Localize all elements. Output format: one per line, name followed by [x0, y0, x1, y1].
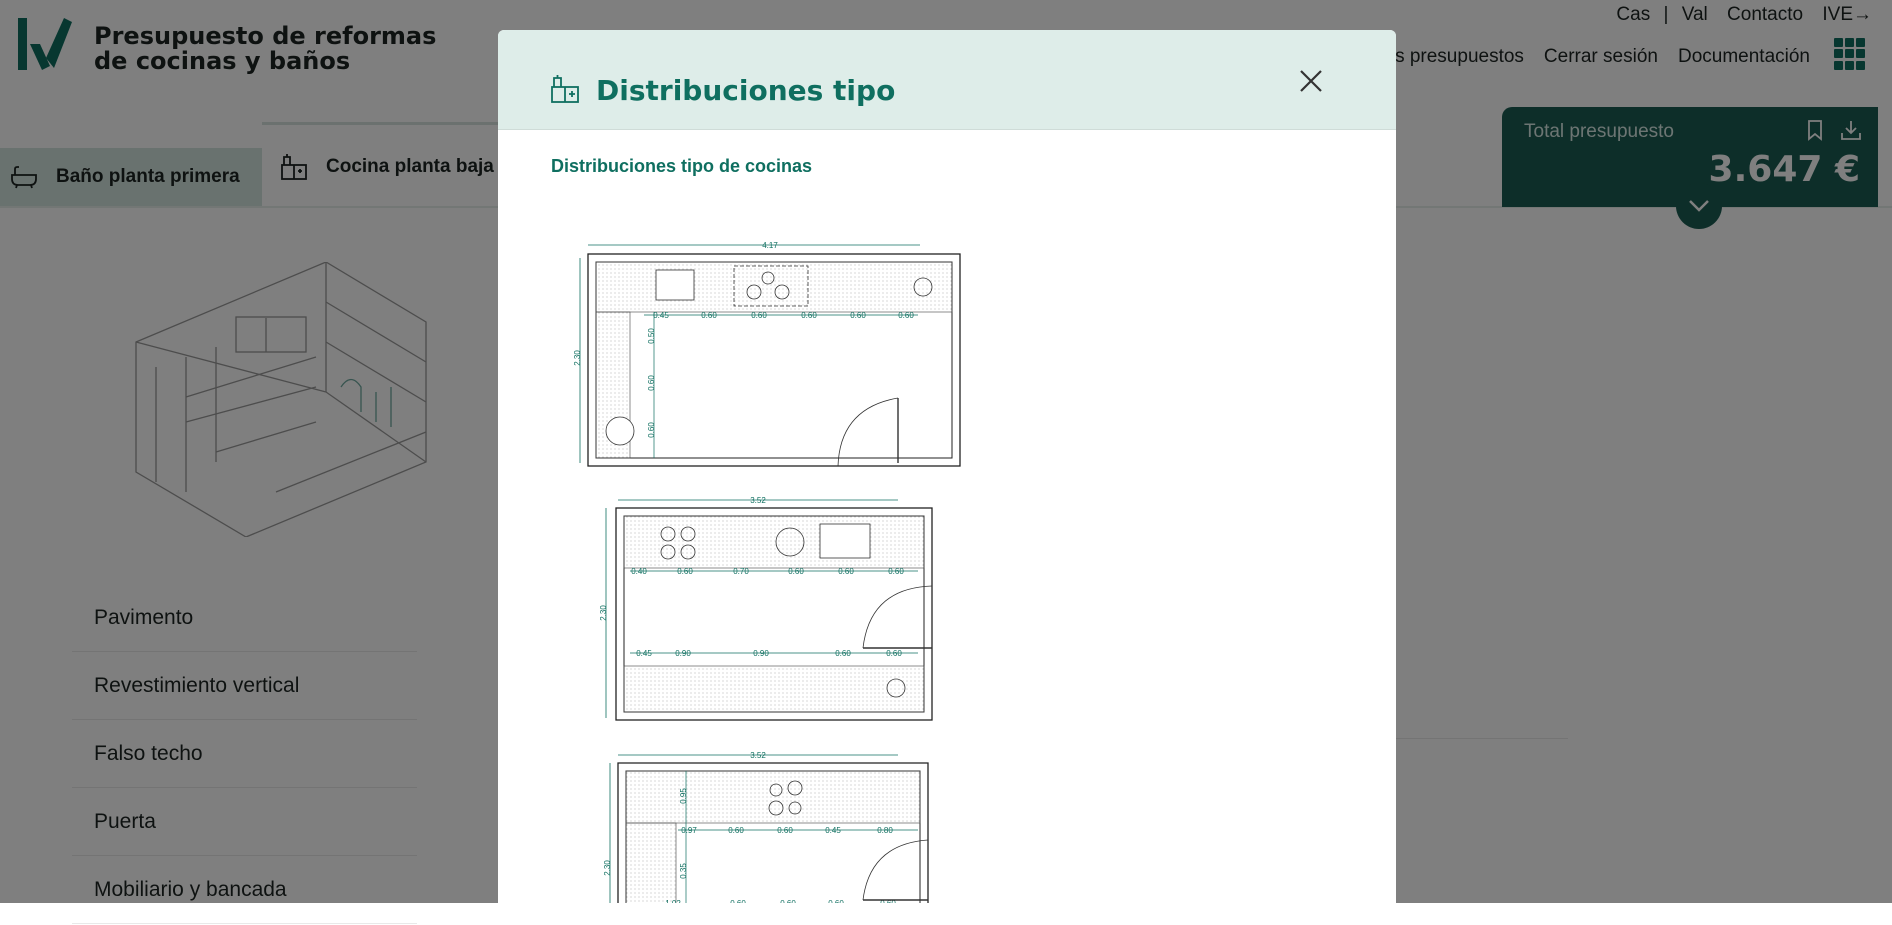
plan-dim-label: 0.60	[728, 826, 744, 835]
plan-dim-label: 0.60	[850, 311, 866, 320]
floor-plan-1	[573, 241, 960, 466]
plan-dim-label: 0.60	[886, 649, 902, 658]
plan-dim-label: 3.52	[750, 751, 766, 760]
plan-dim-label: 1.02	[665, 899, 681, 908]
plan-dim-label: 0.60	[777, 826, 793, 835]
kitchen-floor-plans	[558, 188, 988, 908]
plan-dim-label: 0.60	[888, 567, 904, 576]
plan-dim-label: 0.60	[780, 899, 796, 908]
plan-dim-label: 0.60	[838, 567, 854, 576]
close-icon[interactable]	[1296, 66, 1326, 96]
distribuciones-modal	[498, 30, 1396, 908]
plan-dim-label: 4.17	[762, 241, 778, 250]
plan-dim-label: 0.35	[679, 863, 688, 879]
plan-dim-label: 0.60	[898, 311, 914, 320]
plan-dim-label: 0.97	[681, 826, 697, 835]
plan-dim-label: 2.30	[603, 860, 612, 876]
plan-dim-label: 0.60	[880, 899, 896, 908]
modal-title: Distribuciones tipo	[596, 74, 896, 107]
modal-header	[498, 30, 1396, 130]
plan-dim-label: 0.80	[877, 826, 893, 835]
plan-dim-label: 0.60	[788, 567, 804, 576]
plan-dim-label: 0.60	[751, 311, 767, 320]
plan-dim-label: 0.60	[828, 899, 844, 908]
kitchen-icon	[550, 74, 580, 104]
floor-plan-2	[599, 496, 932, 720]
plan-dim-label: 0.50	[647, 328, 656, 344]
plan-dim-label: 2.30	[573, 350, 582, 366]
plan-dim-label: 0.45	[825, 826, 841, 835]
plan-dim-label: 0.60	[730, 899, 746, 908]
plan-dim-label: 0.60	[647, 422, 656, 438]
plan-dim-label: 0.60	[835, 649, 851, 658]
plan-dim-label: 2.30	[599, 605, 608, 621]
plan-dim-label: 0.70	[733, 567, 749, 576]
plan-dim-label: 0.45	[653, 311, 669, 320]
plan-dim-label: 0.90	[753, 649, 769, 658]
modal-subtitle: Distribuciones tipo de cocinas	[551, 156, 813, 176]
plan-dim-label: 0.60	[701, 311, 717, 320]
plan-dim-label: 0.60	[647, 375, 656, 391]
plan-dim-label: 0.95	[679, 788, 688, 804]
plan-dim-label: 0.45	[636, 649, 652, 658]
plan-dim-label: 3.52	[750, 496, 766, 505]
floor-plan-3	[603, 751, 928, 908]
plan-dim-label: 0.90	[675, 649, 691, 658]
plan-dim-label: 0.40	[631, 567, 647, 576]
plan-dim-label: 0.60	[677, 567, 693, 576]
plan-dim-label: 0.60	[801, 311, 817, 320]
